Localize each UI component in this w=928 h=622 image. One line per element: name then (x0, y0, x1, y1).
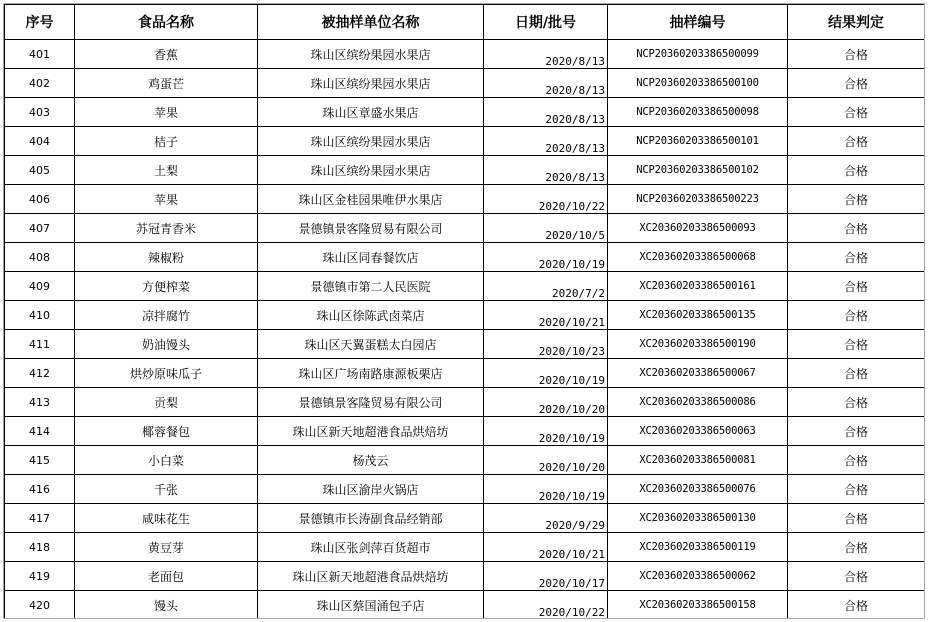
table-row (5, 272, 925, 301)
cell-sampled-unit[interactable]: 珠山区同春餐饮店 (258, 243, 484, 272)
cell-sampled-unit[interactable]: 珠山区缤纷果园水果店 (258, 69, 484, 98)
table-row (5, 388, 925, 417)
cell-result[interactable]: 合格 (788, 591, 925, 620)
cell-serial-no[interactable]: 405 (5, 156, 75, 185)
cell-sampled-unit[interactable]: 珠山区徐陈武卤菜店 (258, 301, 484, 330)
cell-serial-no[interactable]: 411 (5, 330, 75, 359)
cell-sample-code[interactable]: XC20360203386500190 (608, 330, 788, 359)
cell-date-batch[interactable]: 2020/10/23 (484, 330, 608, 359)
table-row (5, 243, 925, 272)
cell-sampled-unit[interactable]: 珠山区张剑萍百货超市 (258, 533, 484, 562)
table-row (5, 98, 925, 127)
cell-date-batch[interactable]: 2020/10/22 (484, 185, 608, 214)
cell-sample-code[interactable]: NCP20360203386500223 (608, 185, 788, 214)
cell-result[interactable]: 合格 (788, 98, 925, 127)
cell-sample-code[interactable]: XC20360203386500086 (608, 388, 788, 417)
cell-sample-code[interactable]: NCP20360203386500102 (608, 156, 788, 185)
cell-food-name[interactable]: 土梨 (75, 156, 258, 185)
cell-sample-code[interactable]: XC20360203386500130 (608, 504, 788, 533)
cell-date-batch[interactable]: 2020/7/2 (484, 272, 608, 301)
cell-result[interactable]: 合格 (788, 301, 925, 330)
header-result[interactable]: 结果判定 (788, 5, 925, 40)
cell-serial-no[interactable]: 413 (5, 388, 75, 417)
cell-sampled-unit[interactable]: 珠山区缤纷果园水果店 (258, 127, 484, 156)
cell-serial-no[interactable]: 410 (5, 301, 75, 330)
cell-food-name[interactable]: 奶油馒头 (75, 330, 258, 359)
table-row (5, 562, 925, 591)
cell-result[interactable]: 合格 (788, 185, 925, 214)
cell-sampled-unit[interactable]: 珠山区新天地超港食品烘焙坊 (258, 562, 484, 591)
cell-food-name[interactable]: 咸味花生 (75, 504, 258, 533)
cell-serial-no[interactable]: 401 (5, 40, 75, 69)
cell-serial-no[interactable]: 402 (5, 69, 75, 98)
cell-date-batch[interactable]: 2020/10/19 (484, 417, 608, 446)
header-sampled-unit[interactable]: 被抽样单位名称 (258, 5, 484, 40)
cell-sampled-unit[interactable]: 景德镇市长涛副食品经销部 (258, 504, 484, 533)
cell-result[interactable]: 合格 (788, 562, 925, 591)
cell-food-name[interactable]: 辣椒粉 (75, 243, 258, 272)
cell-sample-code[interactable]: NCP20360203386500101 (608, 127, 788, 156)
cell-result[interactable]: 合格 (788, 388, 925, 417)
cell-sampled-unit[interactable]: 珠山区广场南路康源板栗店 (258, 359, 484, 388)
cell-food-name[interactable]: 苹果 (75, 185, 258, 214)
cell-food-name[interactable]: 椰蓉餐包 (75, 417, 258, 446)
cell-sample-code[interactable]: XC20360203386500081 (608, 446, 788, 475)
cell-date-batch[interactable]: 2020/10/21 (484, 533, 608, 562)
cell-food-name[interactable]: 黄豆芽 (75, 533, 258, 562)
table-row (5, 127, 925, 156)
cell-sample-code[interactable]: XC20360203386500158 (608, 591, 788, 620)
cell-serial-no[interactable]: 403 (5, 98, 75, 127)
table-row (5, 359, 925, 388)
cell-sample-code[interactable]: NCP20360203386500099 (608, 40, 788, 69)
cell-date-batch[interactable]: 2020/10/19 (484, 243, 608, 272)
cell-food-name[interactable]: 凉拌腐竹 (75, 301, 258, 330)
cell-sample-code[interactable]: XC20360203386500076 (608, 475, 788, 504)
cell-serial-no[interactable]: 416 (5, 475, 75, 504)
cell-serial-no[interactable]: 404 (5, 127, 75, 156)
cell-food-name[interactable]: 老面包 (75, 562, 258, 591)
cell-food-name[interactable]: 桔子 (75, 127, 258, 156)
cell-date-batch[interactable]: 2020/10/19 (484, 475, 608, 504)
cell-serial-no[interactable]: 407 (5, 214, 75, 243)
spreadsheet-view (3, 3, 925, 619)
cell-result[interactable]: 合格 (788, 40, 925, 69)
cell-date-batch[interactable]: 2020/10/21 (484, 301, 608, 330)
table-row (5, 69, 925, 98)
cell-food-name[interactable]: 贡梨 (75, 388, 258, 417)
cell-result[interactable]: 合格 (788, 533, 925, 562)
cell-date-batch[interactable]: 2020/10/17 (484, 562, 608, 591)
cell-result[interactable]: 合格 (788, 214, 925, 243)
cell-sample-code[interactable]: XC20360203386500063 (608, 417, 788, 446)
cell-result[interactable]: 合格 (788, 272, 925, 301)
cell-sample-code[interactable]: XC20360203386500067 (608, 359, 788, 388)
inspection-results-table (4, 4, 925, 619)
cell-sampled-unit[interactable]: 珠山区渝岸火锅店 (258, 475, 484, 504)
cell-result[interactable]: 合格 (788, 359, 925, 388)
cell-date-batch[interactable]: 2020/8/13 (484, 98, 608, 127)
cell-date-batch[interactable]: 2020/9/29 (484, 504, 608, 533)
cell-food-name[interactable]: 苏冠青香米 (75, 214, 258, 243)
table-row (5, 591, 925, 620)
cell-result[interactable]: 合格 (788, 330, 925, 359)
header-serial-no[interactable]: 序号 (5, 5, 75, 40)
cell-food-name[interactable]: 苹果 (75, 98, 258, 127)
cell-sampled-unit[interactable]: 珠山区章盛水果店 (258, 98, 484, 127)
cell-sampled-unit[interactable]: 珠山区天翼蛋糕太白园店 (258, 330, 484, 359)
cell-food-name[interactable]: 鸡蛋芒 (75, 69, 258, 98)
cell-result[interactable]: 合格 (788, 417, 925, 446)
cell-serial-no[interactable]: 409 (5, 272, 75, 301)
table-row (5, 214, 925, 243)
table-row (5, 504, 925, 533)
cell-serial-no[interactable]: 412 (5, 359, 75, 388)
cell-result[interactable]: 合格 (788, 243, 925, 272)
table-row (5, 301, 925, 330)
cell-date-batch[interactable]: 2020/8/13 (484, 127, 608, 156)
table-row (5, 40, 925, 69)
cell-food-name[interactable]: 香蕉 (75, 40, 258, 69)
cell-result[interactable]: 合格 (788, 156, 925, 185)
table-row (5, 185, 925, 214)
cell-result[interactable]: 合格 (788, 446, 925, 475)
header-food-name[interactable]: 食品名称 (75, 5, 258, 40)
cell-serial-no[interactable]: 418 (5, 533, 75, 562)
cell-date-batch[interactable]: 2020/8/13 (484, 69, 608, 98)
cell-food-name[interactable]: 馒头 (75, 591, 258, 620)
cell-sample-code[interactable]: XC20360203386500068 (608, 243, 788, 272)
cell-sample-code[interactable]: XC20360203386500119 (608, 533, 788, 562)
cell-sampled-unit[interactable]: 杨茂云 (258, 446, 484, 475)
cell-result[interactable]: 合格 (788, 69, 925, 98)
cell-serial-no[interactable]: 420 (5, 591, 75, 620)
cell-serial-no[interactable]: 414 (5, 417, 75, 446)
table-row (5, 156, 925, 185)
cell-date-batch[interactable]: 2020/10/5 (484, 214, 608, 243)
header-sample-code[interactable]: 抽样编号 (608, 5, 788, 40)
cell-result[interactable]: 合格 (788, 127, 925, 156)
cell-sampled-unit[interactable]: 景德镇市第二人民医院 (258, 272, 484, 301)
cell-date-batch[interactable]: 2020/10/20 (484, 446, 608, 475)
cell-sample-code[interactable]: XC20360203386500093 (608, 214, 788, 243)
cell-sample-code[interactable]: XC20360203386500062 (608, 562, 788, 591)
table-body (5, 40, 925, 620)
table-row (5, 417, 925, 446)
cell-serial-no[interactable]: 415 (5, 446, 75, 475)
cell-serial-no[interactable]: 419 (5, 562, 75, 591)
cell-sampled-unit[interactable]: 珠山区缤纷果园水果店 (258, 156, 484, 185)
cell-sample-code[interactable]: NCP20360203386500100 (608, 69, 788, 98)
cell-sample-code[interactable]: NCP20360203386500098 (608, 98, 788, 127)
cell-sampled-unit[interactable]: 珠山区缤纷果园水果店 (258, 40, 484, 69)
cell-date-batch[interactable]: 2020/10/19 (484, 359, 608, 388)
cell-date-batch[interactable]: 2020/8/13 (484, 156, 608, 185)
cell-sample-code[interactable]: XC20360203386500135 (608, 301, 788, 330)
table-row (5, 475, 925, 504)
cell-food-name[interactable]: 小白菜 (75, 446, 258, 475)
cell-food-name[interactable]: 千张 (75, 475, 258, 504)
table-row (5, 446, 925, 475)
cell-sampled-unit[interactable]: 珠山区新天地超港食品烘焙坊 (258, 417, 484, 446)
cell-serial-no[interactable]: 417 (5, 504, 75, 533)
cell-result[interactable]: 合格 (788, 504, 925, 533)
cell-serial-no[interactable]: 406 (5, 185, 75, 214)
cell-food-name[interactable]: 方便榨菜 (75, 272, 258, 301)
cell-date-batch[interactable]: 2020/10/20 (484, 388, 608, 417)
cell-food-name[interactable]: 烘炒原味瓜子 (75, 359, 258, 388)
cell-result[interactable]: 合格 (788, 475, 925, 504)
cell-sampled-unit[interactable]: 珠山区金桂园果唯伊水果店 (258, 185, 484, 214)
cell-serial-no[interactable]: 408 (5, 243, 75, 272)
cell-sampled-unit[interactable]: 珠山区蔡国涌包子店 (258, 591, 484, 620)
header-date-batch[interactable]: 日期/批号 (484, 5, 608, 40)
table-row (5, 533, 925, 562)
cell-date-batch[interactable]: 2020/8/13 (484, 40, 608, 69)
cell-date-batch[interactable]: 2020/10/22 (484, 591, 608, 620)
cell-sample-code[interactable]: XC20360203386500161 (608, 272, 788, 301)
header-row (5, 5, 925, 40)
cell-sampled-unit[interactable]: 景德镇景客隆贸易有限公司 (258, 388, 484, 417)
cell-sampled-unit[interactable]: 景德镇景客隆贸易有限公司 (258, 214, 484, 243)
table-row (5, 330, 925, 359)
